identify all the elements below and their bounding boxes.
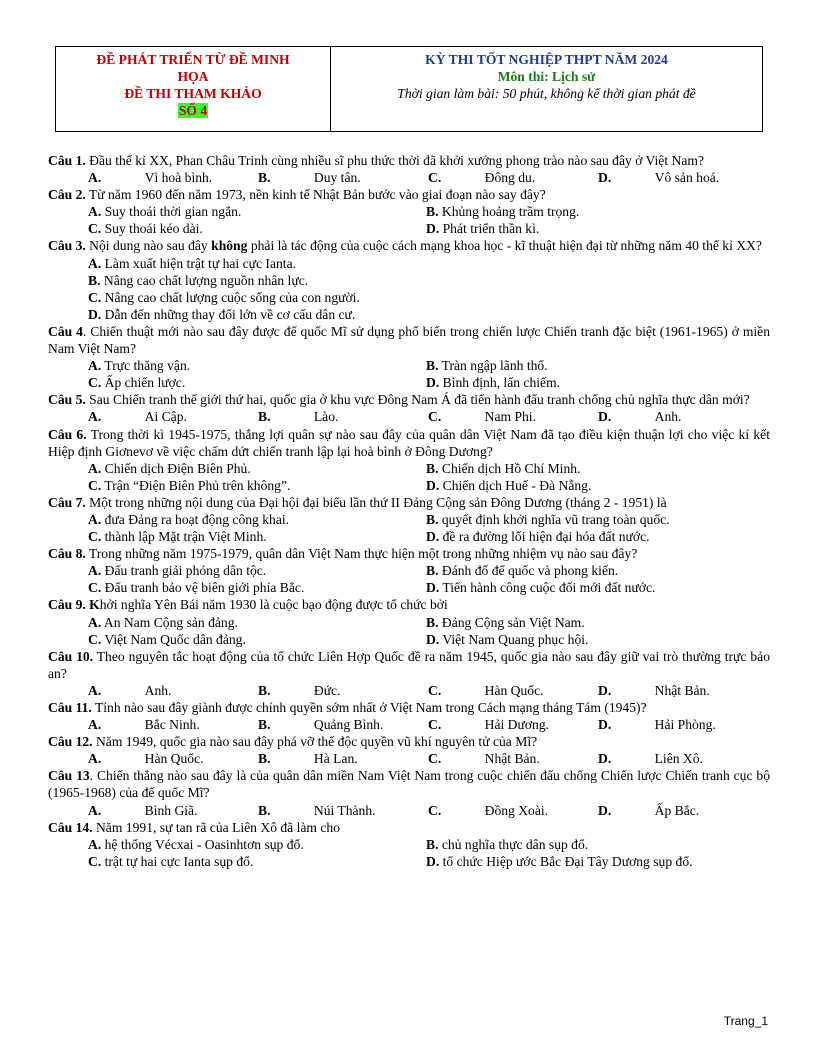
option-text: Nam Phi. xyxy=(484,409,536,425)
question-label: Câu 10. xyxy=(48,648,94,664)
answer-option[interactable] xyxy=(88,853,426,870)
answer-option[interactable] xyxy=(258,169,428,186)
answer-option[interactable] xyxy=(428,802,598,819)
options-row xyxy=(48,528,770,545)
question-text: Theo nguyên tắc hoạt động của tổ chức Liên Hợp Quốc đề ra năm 1945, quốc gia nào sau đây giữ vai trò thường trực bảo an? xyxy=(48,648,770,681)
option-letter: D. xyxy=(598,717,612,733)
option-letter: D. xyxy=(426,580,440,596)
option-letter: C. xyxy=(428,717,442,733)
option-text: Hàn Quốc. xyxy=(144,751,204,767)
option-letter: C. xyxy=(88,853,102,869)
answer-option[interactable] xyxy=(426,511,670,528)
question-text: . Chiến thuật mới nào sau đây được đế quốc Mĩ sử dụng phổ biến trong chiến lược Chiến tranh đặc biệt (1961-1965) ở miền Nam Việt Nam? xyxy=(48,323,770,357)
options-row xyxy=(48,477,770,494)
option-text: Chiến dịch Huế - Đà Nẵng. xyxy=(442,477,592,493)
question-label: Câu 1. xyxy=(48,153,86,168)
option-letter: B. xyxy=(426,460,439,476)
option-text: Hàn Quốc. xyxy=(484,682,544,698)
option-text: Ai Cập. xyxy=(144,409,187,425)
answer-option[interactable] xyxy=(88,802,218,819)
question-label: Câu 4 xyxy=(48,323,83,339)
question-label: Câu 7. xyxy=(48,494,86,510)
exam-header-table xyxy=(55,46,763,132)
option-letter: C. xyxy=(428,682,442,698)
option-text: Nâng cao chất lượng cuộc sống của con người. xyxy=(104,289,360,305)
option-text: Hải Phòng. xyxy=(654,717,716,733)
option-letter: B. xyxy=(88,272,101,288)
answer-option[interactable] xyxy=(598,716,758,733)
answer-option[interactable] xyxy=(598,682,758,699)
option-letter: A. xyxy=(88,836,102,852)
options-row xyxy=(48,579,770,596)
option-text: Đồng Xoài. xyxy=(484,802,549,818)
options-row xyxy=(48,562,770,579)
option-text: Đấu tranh giải phóng dân tộc. xyxy=(104,563,267,579)
answer-option[interactable] xyxy=(426,203,579,220)
option-letter: B. xyxy=(258,751,271,767)
answer-option[interactable] xyxy=(426,631,588,648)
option-letter: C. xyxy=(88,631,102,647)
question-label: Câu 14. xyxy=(48,819,93,835)
option-letter: C. xyxy=(428,802,442,818)
option-text: Ấp chiến lược. xyxy=(104,375,186,391)
question-stem xyxy=(48,699,770,716)
question-stem xyxy=(48,819,770,836)
option-text: Chiến dịch Hồ Chí Minh. xyxy=(441,460,581,476)
question-list xyxy=(48,152,770,870)
answer-option[interactable] xyxy=(428,169,598,186)
option-text: thành lập Mặt trận Việt Minh. xyxy=(104,529,267,545)
header-left-cell xyxy=(56,47,331,131)
options-row xyxy=(48,836,770,853)
question-item xyxy=(48,494,770,545)
option-letter: B. xyxy=(426,614,439,630)
header-exam-type: ĐỀ THI THAM KHẢO xyxy=(124,86,262,101)
answer-option[interactable] xyxy=(88,273,308,288)
question-text: Trong những năm 1975-1979, quân dân Việt Nam thực hiện một trong những nhiệm vụ nào sau đây? xyxy=(85,546,638,562)
options-row xyxy=(48,203,770,220)
question-item xyxy=(48,426,770,494)
option-text: đề ra đường lối hiện đại hóa đất nước. xyxy=(442,529,650,545)
answer-option[interactable] xyxy=(426,562,618,579)
option-text: Làm xuất hiện trật tự hai cực Ianta. xyxy=(104,255,296,271)
option-text: Việt Nam Quang phục hội. xyxy=(442,631,589,647)
option-text: Nhật Bản. xyxy=(484,751,540,767)
question-emphasis: không xyxy=(211,238,248,254)
option-letter: D. xyxy=(598,409,612,425)
question-item xyxy=(48,596,770,647)
option-text: đưa Đảng ra hoạt động công khai. xyxy=(104,511,290,527)
option-text: Hà Lan. xyxy=(313,751,358,767)
question-stem xyxy=(48,323,770,357)
answer-option[interactable] xyxy=(598,169,758,186)
options-row xyxy=(48,357,770,374)
option-text: Anh. xyxy=(144,682,172,698)
options-row xyxy=(88,289,770,306)
options-row xyxy=(88,255,770,272)
question-stem xyxy=(48,596,770,613)
question-stem xyxy=(48,391,770,408)
answer-option[interactable] xyxy=(258,750,428,767)
option-letter: B. xyxy=(426,511,439,527)
answer-option[interactable] xyxy=(88,631,426,648)
answer-option[interactable] xyxy=(258,716,428,733)
question-stem xyxy=(48,733,770,750)
answer-option[interactable] xyxy=(426,477,591,494)
option-letter: B. xyxy=(426,563,439,579)
option-text: Núi Thành. xyxy=(313,802,376,818)
option-text: Tràn ngập lãnh thổ. xyxy=(441,358,548,374)
question-stem xyxy=(48,494,770,511)
option-text: Ấp Bắc. xyxy=(654,802,700,818)
answer-option[interactable] xyxy=(428,682,598,699)
option-letter: D. xyxy=(598,802,612,818)
option-letter: B. xyxy=(258,682,271,698)
question-item xyxy=(48,391,770,425)
option-letter: D. xyxy=(426,631,440,647)
option-letter: B. xyxy=(258,802,271,818)
answer-option[interactable] xyxy=(426,357,548,374)
options-row xyxy=(88,306,770,323)
option-text: Vì hoà bình. xyxy=(144,170,213,186)
answer-option[interactable] xyxy=(88,528,426,545)
option-text: Khủng hoảng trầm trọng. xyxy=(441,204,580,220)
header-source-line2: HỌA xyxy=(177,69,209,84)
question-item xyxy=(48,699,770,733)
answer-option[interactable] xyxy=(258,408,428,425)
answer-option[interactable] xyxy=(88,307,355,322)
option-text: Suy thoái thời gian ngắn. xyxy=(104,204,242,220)
answer-option[interactable] xyxy=(88,220,426,237)
option-text: Vô sản hoá. xyxy=(654,170,720,186)
options-row xyxy=(48,853,770,870)
option-letter: B. xyxy=(258,170,271,186)
option-text: Phát triển thần kì. xyxy=(442,221,540,237)
option-letter: C. xyxy=(88,221,102,237)
options-row xyxy=(48,750,770,767)
option-letter: C. xyxy=(88,289,102,305)
option-letter: C. xyxy=(88,529,102,545)
answer-option[interactable] xyxy=(426,374,560,391)
option-text: Liên Xô. xyxy=(654,751,703,767)
answer-option[interactable] xyxy=(88,460,426,477)
option-letter: C. xyxy=(88,580,102,596)
option-letter: A. xyxy=(88,511,102,527)
option-text: Quảng Bình. xyxy=(313,717,384,733)
question-label: Câu 2. xyxy=(48,187,86,203)
option-letter: A. xyxy=(88,682,102,698)
option-text: Đấu tranh bảo vệ biên giới phía Bắc. xyxy=(104,580,305,596)
option-text: Tiến hành công cuộc đổi mới đất nước. xyxy=(442,580,656,596)
question-stem xyxy=(48,767,770,801)
option-text: Bình Giã. xyxy=(144,802,198,818)
answer-option[interactable] xyxy=(426,528,650,545)
options-row xyxy=(48,460,770,477)
option-letter: B. xyxy=(258,409,271,425)
answer-option[interactable] xyxy=(88,562,426,579)
option-text: Nâng cao chất lượng nguồn nhân lực. xyxy=(103,272,309,288)
option-letter: D. xyxy=(598,682,612,698)
option-letter: B. xyxy=(426,836,439,852)
answer-option[interactable] xyxy=(426,853,693,870)
question-text: Sau Chiến tranh thế giới thứ hai, quốc gia ở khu vực Đông Nam Á đã tiến hành đấu tranh chống chủ nghĩa thực dân mới? xyxy=(85,392,750,408)
option-letter: D. xyxy=(88,306,102,322)
option-letter: C. xyxy=(88,477,102,493)
question-text: Một trong những nội dung của Đại hội đại biểu lần thứ II Đảng Cộng sản Đông Dương (tháng 2 - 1951) là xyxy=(85,494,667,510)
option-letter: D. xyxy=(426,853,440,869)
options-row xyxy=(48,682,770,699)
question-text: Từ năm 1960 đến năm 1973, nền kinh tế Nhật Bản bước vào giai đoạn nào say đây? xyxy=(85,187,546,203)
options-row xyxy=(88,272,770,289)
question-text: Đầu thế kỉ XX, Phan Châu Trinh cùng nhiều sĩ phu thức thời đã khởi xướng phong trào nào sau đây ở Việt Nam? xyxy=(85,153,704,168)
option-letter: A. xyxy=(88,460,102,476)
answer-option[interactable] xyxy=(88,614,426,631)
option-letter: C. xyxy=(428,170,442,186)
answer-option[interactable] xyxy=(88,408,218,425)
option-text: Hải Dương. xyxy=(484,717,550,733)
option-text: Anh. xyxy=(654,409,682,425)
options-row xyxy=(48,220,770,237)
question-label: Câu 5. xyxy=(48,392,86,408)
options-row xyxy=(48,716,770,733)
answer-option[interactable] xyxy=(88,579,426,596)
option-letter: A. xyxy=(88,614,102,630)
question-item xyxy=(48,186,770,237)
answer-option[interactable] xyxy=(258,682,428,699)
question-text: Nội dung nào sau đây xyxy=(85,238,212,254)
question-item xyxy=(48,767,770,818)
question-label: Câu 3. xyxy=(48,238,86,254)
answer-option[interactable] xyxy=(428,716,598,733)
option-text: Đức. xyxy=(313,682,341,698)
option-letter: C. xyxy=(428,409,442,425)
question-label: Câu 6. xyxy=(48,426,87,442)
option-letter: A. xyxy=(88,204,102,220)
question-text: phải là tác động của cuộc cách mạng khoa học - kĩ thuật hiện đại từ những năm 40 thế kỉ XX? xyxy=(247,238,762,254)
option-letter: D. xyxy=(598,751,612,767)
option-text: chủ nghĩa thực dân sụp đổ. xyxy=(441,836,589,852)
option-text: quyết định khởi nghĩa vũ trang toàn quốc. xyxy=(441,511,670,527)
header-source-line1: ĐỀ PHÁT TRIỂN TỪ ĐỀ MINH xyxy=(96,52,290,67)
options-row xyxy=(48,408,770,425)
options-row xyxy=(48,511,770,528)
answer-option[interactable] xyxy=(88,256,296,271)
question-stem xyxy=(48,545,770,562)
option-text: hệ thống Vécxai - Oasinhtơn sụp đổ. xyxy=(104,836,304,852)
option-text: Đảng Cộng sản Việt Nam. xyxy=(441,614,585,630)
question-stem xyxy=(48,426,770,460)
exam-duration: Thời gian làm bài: 50 phút, không kể thời gian phát đề xyxy=(397,86,696,101)
question-item xyxy=(48,819,770,870)
option-letter: A. xyxy=(88,751,102,767)
option-text: Trận “Điện Biên Phủ trên không”. xyxy=(104,477,291,493)
option-letter: D. xyxy=(598,170,612,186)
option-text: Dẫn đến những thay đổi lớn về cơ cấu dân cư. xyxy=(104,306,356,322)
question-item xyxy=(48,648,770,699)
option-text: Suy thoái kéo dài. xyxy=(104,221,203,237)
question-text: Tỉnh nào sau đây giành được chính quyền sớm nhất ở Việt Nam trong Cách mạng tháng Tám (1945)? xyxy=(91,700,647,715)
option-text: Lào. xyxy=(313,409,339,425)
question-stem xyxy=(48,237,770,254)
answer-option[interactable] xyxy=(88,290,360,305)
option-text: Nhật Bản. xyxy=(654,682,710,698)
option-text: trật tự hai cực Ianta sụp đổ. xyxy=(104,853,254,869)
question-item xyxy=(48,545,770,596)
answer-option[interactable] xyxy=(426,614,585,631)
option-letter: A. xyxy=(88,563,102,579)
question-item xyxy=(48,152,770,186)
answer-option[interactable] xyxy=(426,836,588,853)
question-text: hởi nghĩa Yên Bái năm 1930 là cuộc bạo động được tổ chức bởi xyxy=(99,597,448,613)
question-text: Năm 1949, quốc gia nào sau đây phá vỡ thế độc quyền vũ khí nguyên tử của Mĩ? xyxy=(92,734,538,750)
question-stem xyxy=(48,152,770,169)
question-item xyxy=(48,323,770,391)
answer-option[interactable] xyxy=(598,750,758,767)
answer-option[interactable] xyxy=(88,836,426,853)
option-letter: D. xyxy=(426,529,440,545)
answer-option[interactable] xyxy=(88,750,218,767)
options-row xyxy=(48,802,770,819)
header-exam-number: SỐ 4 xyxy=(178,103,208,118)
answer-option[interactable] xyxy=(426,579,655,596)
option-letter: B. xyxy=(258,717,271,733)
option-letter: A. xyxy=(88,802,102,818)
question-text: Trong thời kì 1945-1975, thắng lợi quân sự nào sau đây của quân dân Việt Nam đã tạo điều kiện thuận lợi cho việc kí kết Hiệp định Giơnevơ về việc chấm dứt chiến tranh lập lại hoà bình ở Đông Dương? xyxy=(48,426,770,459)
option-letter: D. xyxy=(426,375,440,391)
answer-option[interactable] xyxy=(88,477,426,494)
option-text: An Nam Cộng sản đảng. xyxy=(103,614,238,630)
answer-option[interactable] xyxy=(598,802,758,819)
option-text: Duy tân. xyxy=(313,170,361,186)
question-label: Câu 9. K xyxy=(48,597,100,613)
question-text: . Chiến thắng nào sau đây là của quân dân miền Nam Việt Nam trong cuộc chiến đấu chống Chiến lược Chiến tranh cục bộ (1965-1968) của đế quốc Mĩ? xyxy=(48,768,770,801)
answer-option[interactable] xyxy=(88,716,218,733)
option-text: Trực thăng vận. xyxy=(104,358,191,374)
header-right-cell xyxy=(331,47,762,131)
option-text: tổ chức Hiệp ước Bắc Đại Tây Dương sụp đổ. xyxy=(442,853,693,869)
option-text: Việt Nam Quốc dân đảng. xyxy=(104,631,246,647)
question-item xyxy=(48,237,770,322)
question-label: Câu 11. xyxy=(48,700,92,715)
answer-option[interactable] xyxy=(426,460,580,477)
option-text: Chiến dịch Điện Biên Phủ. xyxy=(104,460,251,476)
option-letter: D. xyxy=(426,477,440,493)
exam-title: KỲ THI TỐT NGHIỆP THPT NĂM 2024 xyxy=(425,52,668,67)
answer-option[interactable] xyxy=(598,408,758,425)
option-letter: C. xyxy=(88,375,102,391)
answer-option[interactable] xyxy=(258,802,428,819)
options-row xyxy=(48,169,770,186)
options-row xyxy=(48,614,770,631)
option-text: Bắc Ninh. xyxy=(144,717,200,733)
answer-option[interactable] xyxy=(88,682,218,699)
exam-subject: Môn thi: Lịch sử xyxy=(497,69,596,84)
option-letter: A. xyxy=(88,255,102,271)
question-text: Năm 1991, sự tan rã của Liên Xô đã làm cho xyxy=(92,819,341,835)
question-stem xyxy=(48,648,770,682)
options-row xyxy=(48,631,770,648)
option-letter: D. xyxy=(426,221,440,237)
page-number: Trang_1 xyxy=(723,1014,768,1028)
question-stem xyxy=(48,186,770,203)
question-item xyxy=(48,733,770,767)
answer-option[interactable] xyxy=(428,750,598,767)
option-letter: A. xyxy=(88,717,102,733)
option-letter: A. xyxy=(88,409,102,425)
answer-option[interactable] xyxy=(88,169,218,186)
option-letter: B. xyxy=(426,204,439,220)
question-label: Câu 12. xyxy=(48,734,93,750)
option-text: Bình định, lấn chiếm. xyxy=(442,375,561,391)
answer-option[interactable] xyxy=(88,203,426,220)
option-letter: A. xyxy=(88,170,102,186)
question-label: Câu 13 xyxy=(48,768,90,784)
option-text: Đông du. xyxy=(484,170,536,186)
answer-option[interactable] xyxy=(88,374,426,391)
option-letter: A. xyxy=(88,358,102,374)
answer-option[interactable] xyxy=(428,408,598,425)
option-letter: B. xyxy=(426,358,439,374)
option-text: Đánh đổ đế quốc và phong kiến. xyxy=(441,563,619,579)
answer-option[interactable] xyxy=(88,357,426,374)
answer-option[interactable] xyxy=(88,511,426,528)
question-label: Câu 8. xyxy=(48,546,86,562)
options-row xyxy=(48,374,770,391)
answer-option[interactable] xyxy=(426,220,539,237)
option-letter: C. xyxy=(428,751,442,767)
